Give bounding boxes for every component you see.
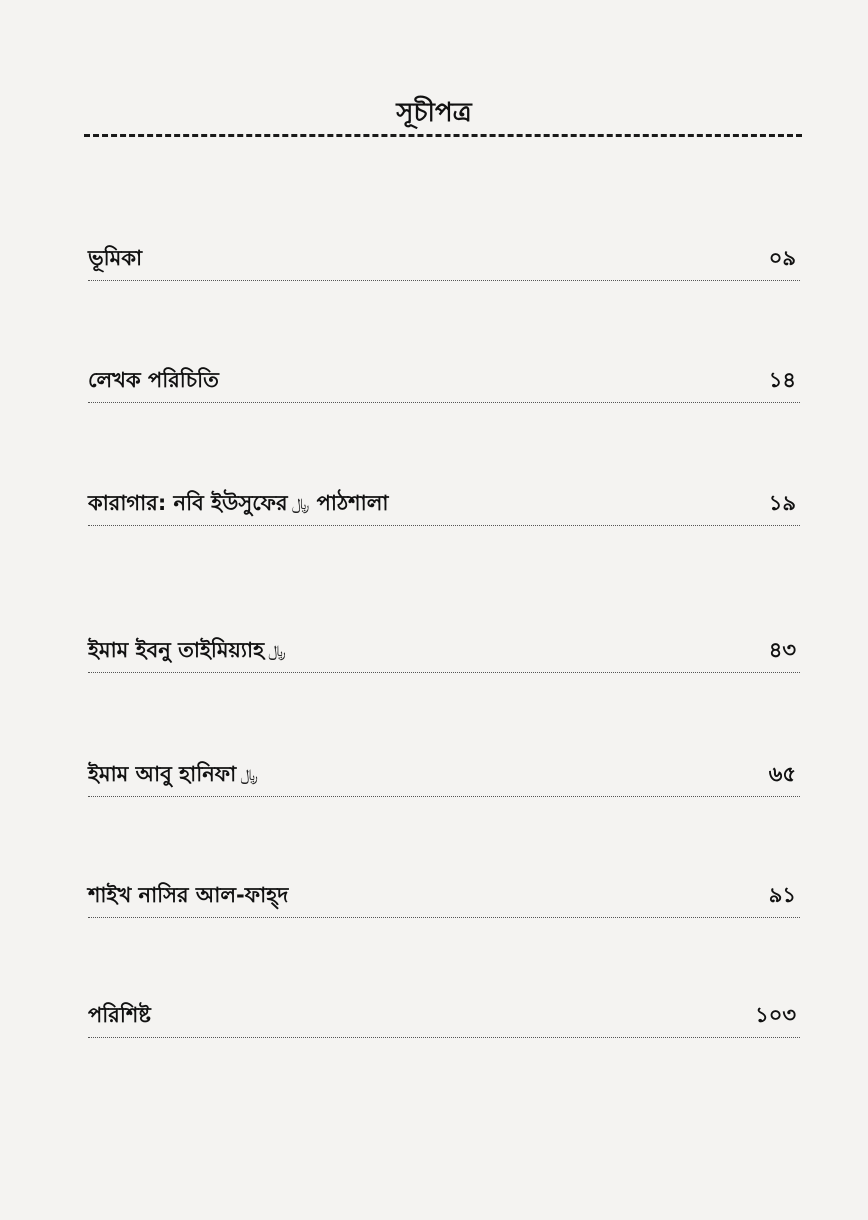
page-title: সূচীপত্র bbox=[396, 98, 472, 128]
toc-entry-title bbox=[88, 634, 286, 669]
toc-entry-title-part: ইমাম ইবনু তাইমিয়্যাহ bbox=[88, 638, 265, 662]
toc-entry-title-part: ইমাম আবু হানিফা bbox=[88, 762, 237, 786]
toc-entry-title bbox=[88, 487, 388, 522]
toc-dotted-divider bbox=[88, 402, 800, 403]
toc-entry-bhumika[interactable] bbox=[88, 242, 800, 282]
toc-entry-ibnu-taimiyyah[interactable] bbox=[88, 634, 800, 674]
toc-dotted-divider bbox=[88, 280, 800, 281]
toc-dotted-divider bbox=[88, 1037, 800, 1038]
toc-entry-page-number: ১৯ bbox=[768, 491, 796, 515]
toc-entry-title: শাইখ নাসির আল-ফাহ্দ bbox=[88, 883, 289, 907]
toc-entry-nasir-al-fahd[interactable] bbox=[88, 879, 800, 919]
toc-entry-title-part: কারাগার: নবি ইউসুফের bbox=[88, 491, 288, 515]
toc-entry-page-number: ০৯ bbox=[768, 246, 796, 270]
toc-entry-page-number: ৪৩ bbox=[768, 638, 796, 662]
toc-entry-lekhok-porichiti[interactable] bbox=[88, 364, 800, 404]
toc-entry-title bbox=[88, 758, 258, 793]
toc-dotted-divider bbox=[88, 672, 800, 673]
toc-entry-porishishto[interactable] bbox=[88, 999, 800, 1039]
toc-entry-page-number: ১৪ bbox=[768, 368, 796, 392]
toc-entry-title: লেখক পরিচিতি bbox=[88, 368, 219, 392]
honorific-rahimahullah-icon: ﷼ bbox=[268, 641, 286, 660]
toc-entry-karagar[interactable] bbox=[88, 487, 800, 527]
toc-entry-title: পরিশিষ্ট bbox=[88, 1003, 151, 1027]
toc-entry-abu-hanifa[interactable] bbox=[88, 758, 800, 798]
toc-dotted-divider bbox=[88, 525, 800, 526]
toc-dotted-divider bbox=[88, 917, 800, 918]
honorific-rahimahullah-icon: ﷼ bbox=[240, 765, 258, 784]
honorific-alaihis-salam-icon: ﷼ bbox=[291, 494, 310, 513]
title-dashed-divider bbox=[84, 134, 802, 137]
toc-entry-title-part: পাঠশালা bbox=[316, 491, 389, 515]
toc-entry-page-number: ১০৩ bbox=[755, 1003, 796, 1027]
toc-dotted-divider bbox=[88, 796, 800, 797]
toc-entry-page-number: ৬৫ bbox=[768, 762, 796, 786]
toc-entry-title: ভূমিকা bbox=[88, 246, 143, 270]
toc-entry-page-number: ৯১ bbox=[768, 883, 796, 907]
